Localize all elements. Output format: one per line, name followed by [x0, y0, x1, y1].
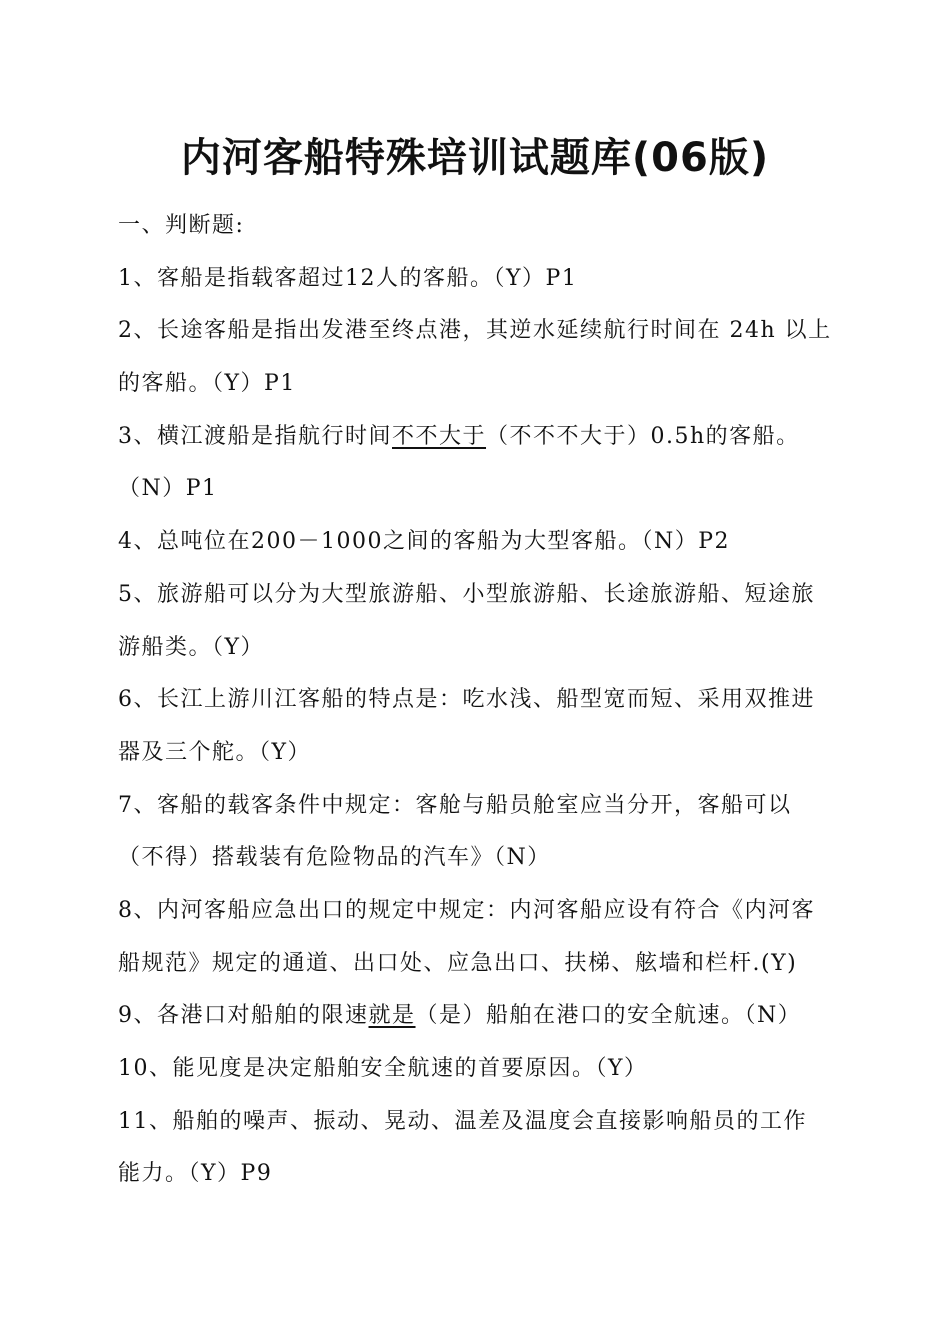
- question-9-text-after: （是）船舶在港口的安全航速。（N）: [415, 1003, 802, 1029]
- question-1: 1、客船是指载客超过12人的客船。（Y）P1: [118, 265, 578, 291]
- question-9: [118, 990, 838, 1043]
- question-11-line-1: 11、船舶的噪声、振动、晃动、温差及温度会直接影响船员的工作: [118, 1108, 807, 1134]
- question-8-line-2: 船规范》规定的通道、出口处、应急出口、扶梯、舷墙和栏杆.(Y): [118, 950, 798, 976]
- question-9-underlined-text: 就是: [368, 1003, 416, 1029]
- page-title: 内河客船特殊培训试题库(06版): [180, 135, 770, 181]
- question-7-line-2: （不得）搭载装有危险物品的汽车》（N）: [118, 845, 551, 871]
- question-8-line-1: 8、内河客船应急出口的规定中规定：内河客船应设有符合《内河客: [118, 897, 815, 923]
- section-heading: 一、判断题:: [118, 213, 245, 238]
- question-4: 4、总吨位在200－1000之间的客船为大型客船。（N）P2: [118, 529, 731, 555]
- question-5-line-1: 5、旅游船可以分为大型旅游船、小型旅游船、长途旅游船、短途旅: [118, 581, 815, 607]
- question-7-line-1: 7、客船的载客条件中规定：客舱与船员舱室应当分开，客船可以: [118, 792, 792, 818]
- question-6-line-2: 器及三个舵。（Y）: [118, 739, 312, 765]
- question-2-line-1: 2、长途客船是指出发港至终点港，其逆水延续航行时间在 24h 以上: [118, 318, 832, 344]
- question-3-text-after: （不不不大于）0.5h的客船。: [486, 423, 800, 449]
- question-3-line-2: （N）P1: [118, 476, 218, 502]
- question-11-line-2: 能力。（Y）P9: [118, 1161, 273, 1187]
- question-list: [118, 200, 838, 1201]
- question-5-line-2: 游船类。（Y）: [118, 634, 265, 660]
- question-3-underlined-text: 不不大于: [392, 423, 487, 449]
- question-2-line-2: 的客船。（Y）P1: [118, 371, 296, 397]
- question-3-text-before: 3、横江渡船是指航行时间: [118, 423, 392, 449]
- question-9-text-before: 9、各港口对船舶的限速: [118, 1003, 369, 1029]
- question-10: 10、能见度是决定船舶安全航速的首要原因。（Y）: [118, 1056, 648, 1081]
- question-3-line-1: [118, 411, 838, 464]
- question-6-line-1: 6、长江上游川江客船的特点是：吃水浅、船型宽而短、采用双推进: [118, 687, 815, 713]
